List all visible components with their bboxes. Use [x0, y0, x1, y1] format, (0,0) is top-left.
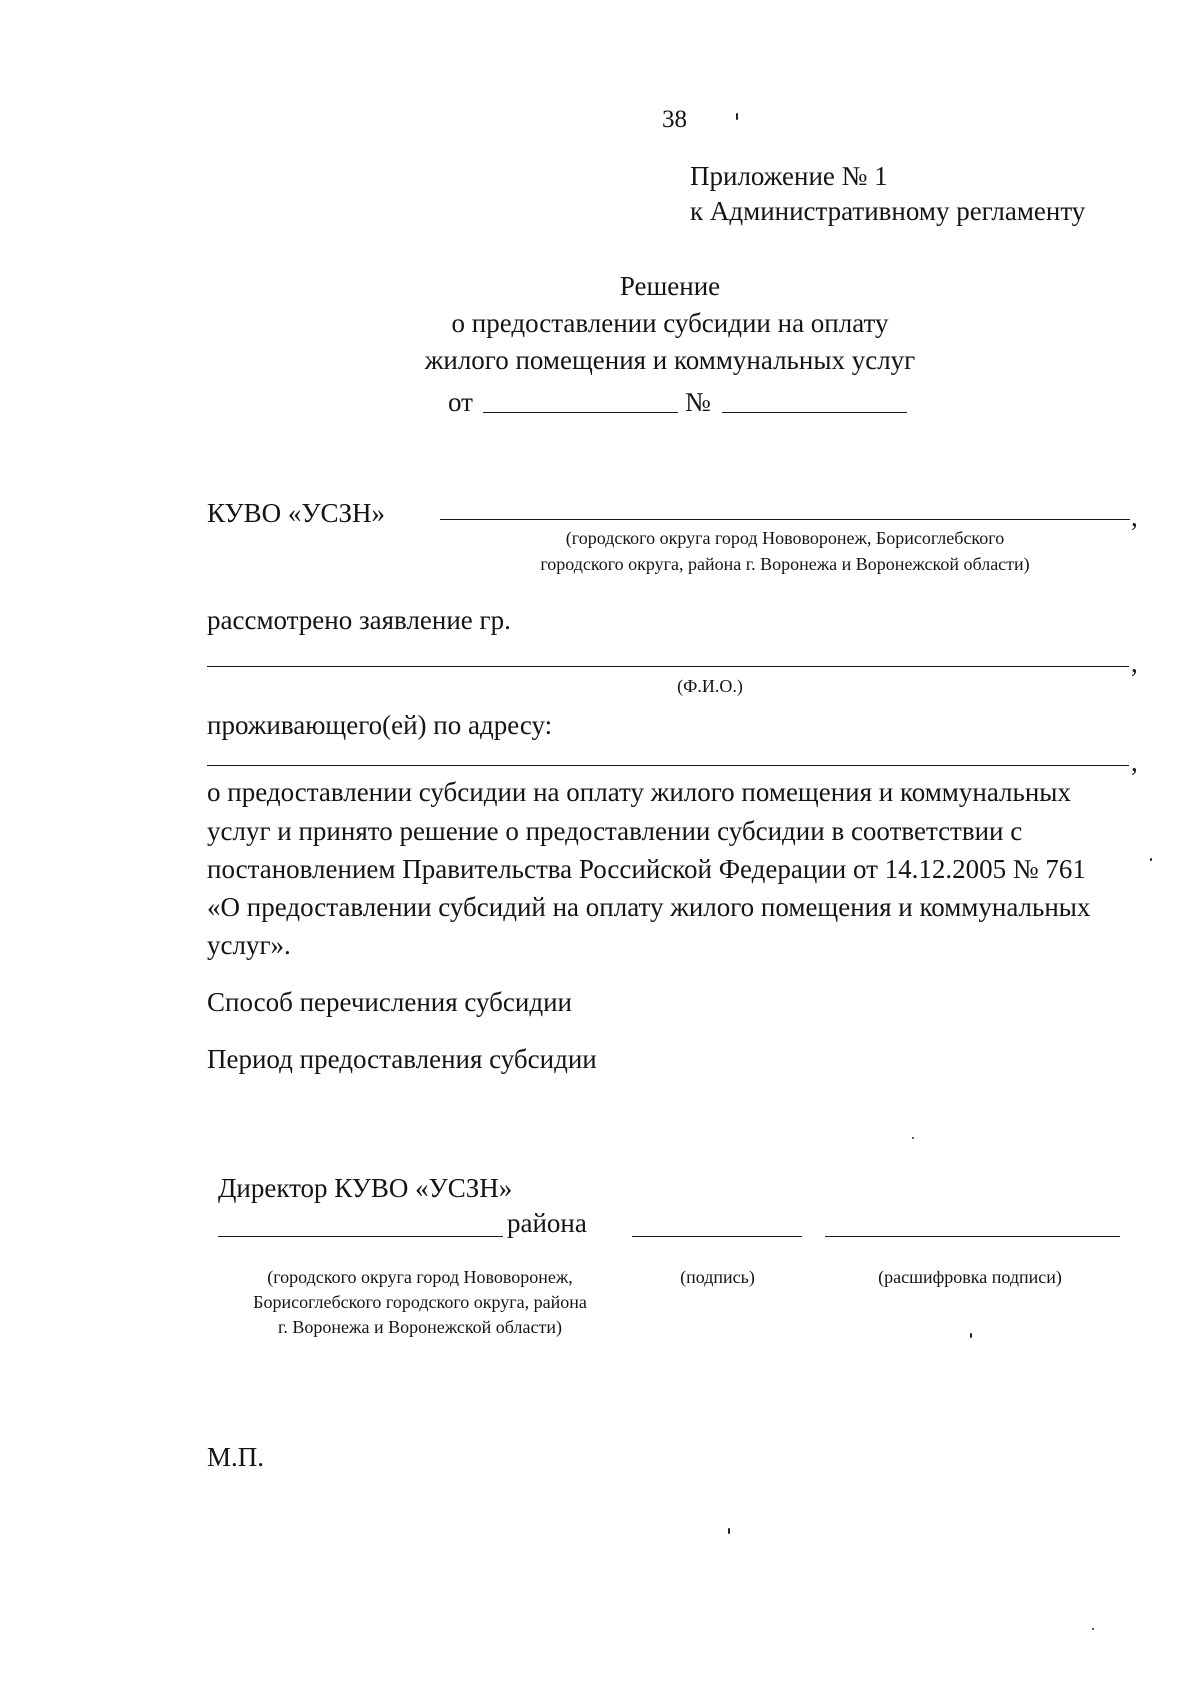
- signature-field[interactable]: [632, 1236, 802, 1237]
- period-label: Период предоставления субсидии: [207, 1044, 597, 1074]
- authority-hint-line-2: городского округа, района г. Воронежа и Воронежской области): [540, 554, 1030, 574]
- appendix-line-2: к Административному регламенту: [690, 196, 1086, 226]
- district-label: района: [507, 1208, 587, 1238]
- address-label: проживающего(ей) по адресу:: [207, 710, 553, 740]
- scan-speck: [728, 1528, 730, 1534]
- body-line-3: постановлением Правительства Российской Федерации от 14.12.2005 № 761: [207, 854, 1086, 884]
- scan-speck: [736, 113, 738, 120]
- authority-field[interactable]: [440, 519, 1130, 520]
- org-hint-line-3: г. Воронежа и Воронежской области): [278, 1317, 562, 1337]
- applicant-label: рассмотрено заявление гр.: [207, 605, 511, 635]
- applicant-name-field[interactable]: [207, 666, 1129, 667]
- stamp-label: М.П.: [207, 1442, 265, 1472]
- number-prefix: №: [685, 387, 711, 417]
- scan-speck: [1092, 1628, 1094, 1630]
- signature-decoding-field[interactable]: [825, 1236, 1120, 1237]
- body-line-1: о предоставлении субсидии на оплату жилого помещения и коммунальных: [207, 777, 1071, 807]
- body-line-2: услуг и принято решение о предоставлении субсидии в соответствии с: [207, 816, 1023, 846]
- appendix-line-1: Приложение № 1: [690, 161, 888, 191]
- date-field[interactable]: [483, 412, 678, 413]
- title-line-3: жилого помещения и коммунальных услуг: [424, 345, 916, 375]
- decoding-hint: (расшифровка подписи): [878, 1267, 1062, 1287]
- applicant-comma: ,: [1131, 648, 1138, 678]
- applicant-hint: (Ф.И.О.): [677, 676, 743, 696]
- scan-speck: [970, 1333, 972, 1338]
- body-line-4: «О предоставлении субсидий на оплату жилого помещения и коммунальных: [207, 892, 1091, 922]
- authority-comma: ,: [1131, 502, 1138, 532]
- title-line-1: Решение: [619, 271, 721, 301]
- authority-label: КУВО «УСЗН»: [207, 498, 385, 528]
- authority-hint-line-1: (городского округа город Нововоронеж, Борисоглебского: [565, 528, 1005, 548]
- scan-speck: [912, 1137, 914, 1139]
- body-line-5: услуг».: [207, 930, 291, 960]
- director-district-field[interactable]: [218, 1236, 503, 1237]
- scan-speck: [1150, 858, 1152, 861]
- address-comma: ,: [1131, 747, 1138, 777]
- director-label: Директор КУВО «УСЗН»: [218, 1173, 513, 1203]
- number-field[interactable]: [722, 412, 907, 413]
- signature-hint: (подпись): [680, 1267, 755, 1287]
- date-prefix: от: [448, 387, 473, 417]
- page-number: 38: [662, 106, 687, 133]
- org-hint-line-2: Борисоглебского городского округа, района: [253, 1292, 587, 1312]
- payment-method-label: Способ перечисления субсидии: [207, 987, 572, 1017]
- title-line-2: о предоставлении субсидии на оплату: [451, 308, 889, 338]
- address-field[interactable]: [207, 765, 1129, 766]
- org-hint-line-1: (городского округа город Нововоронеж,: [267, 1267, 573, 1287]
